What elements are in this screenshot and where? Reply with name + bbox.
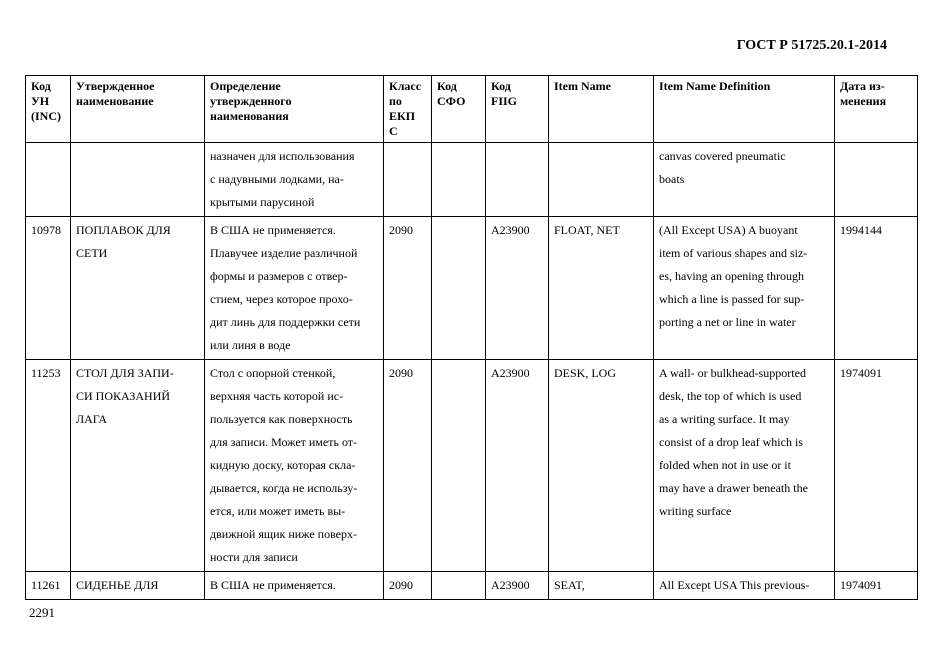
cell-text-line: es, having an opening through: [659, 269, 804, 283]
cell-class: 2090: [384, 360, 432, 572]
cell-text-line: (All Except USA) A buoyant: [659, 223, 798, 237]
cell-definition: [205, 360, 384, 572]
page-number: 2291: [29, 605, 55, 620]
cell-text-line: consist of a drop leaf which is: [659, 435, 803, 449]
cell-text-line: All Except USA This previous-: [659, 578, 810, 592]
cell-item-def: [654, 360, 835, 572]
cell-text-line: which a line is passed for sup-: [659, 292, 805, 306]
cell-text-line: движной ящик ниже поверх-: [210, 527, 357, 541]
cell-text-line: дит линь для поддержки сети: [210, 315, 361, 329]
table-row: [26, 143, 918, 217]
cell-inc: 11253: [26, 360, 71, 572]
cell-text-line: item of various shapes and siz-: [659, 246, 808, 260]
cell-text-line: В США не применяется.: [210, 578, 336, 592]
cell-item-def: [654, 572, 835, 600]
column-header-line: Item Name Definition: [659, 79, 771, 93]
cell-text-line: ности для записи: [210, 550, 298, 564]
cell-text-line: A wall- or bulkhead-supported: [659, 366, 806, 380]
column-header-item-def: [654, 76, 835, 143]
cell-sfo: [432, 572, 486, 600]
column-header-definition: [205, 76, 384, 143]
cell-class: 2090: [384, 572, 432, 600]
cell-name: [71, 143, 205, 217]
cell-text-line: В США не применяется.: [210, 223, 336, 237]
cell-text-line: крытыми парусиной: [210, 195, 315, 209]
cell-text-line: porting a net or line in water: [659, 315, 796, 329]
column-header-line: УН: [31, 94, 50, 108]
cell-name: [71, 360, 205, 572]
column-header-line: FIIG: [491, 94, 518, 108]
cell-text-line: canvas covered pneumatic: [659, 149, 786, 163]
table-row: [26, 360, 918, 572]
cell-text-line: СИДЕНЬЕ ДЛЯ: [76, 578, 159, 592]
column-header-line: Определение: [210, 79, 281, 93]
cell-class: [384, 143, 432, 217]
cell-text-line: с надувными лодками, на-: [210, 172, 344, 186]
table-row: [26, 217, 918, 360]
cell-date: 1974091: [835, 572, 918, 600]
cell-text-line: или линя в воде: [210, 338, 291, 352]
cell-fiig: [486, 143, 549, 217]
cell-text-line: СИ ПОКАЗАНИЙ: [76, 389, 171, 403]
cell-item-name: FLOAT, NET: [549, 217, 654, 360]
column-header-line: утвержденного: [210, 94, 292, 108]
cell-item-name: SEAT,: [549, 572, 654, 600]
table-body: [26, 143, 918, 600]
column-header-class: [384, 76, 432, 143]
column-header-line: ЕКП: [389, 109, 416, 123]
column-header-line: Код: [437, 79, 457, 93]
cell-text-line: folded when not in use or it: [659, 458, 791, 472]
column-header-line: Item Name: [554, 79, 611, 93]
cell-inc: [26, 143, 71, 217]
cell-text-line: ПОПЛАВОК ДЛЯ: [76, 223, 171, 237]
column-header-line: С: [389, 124, 398, 138]
column-header-date: [835, 76, 918, 143]
cell-text-line: as a writing surface. It may: [659, 412, 790, 426]
column-header-line: менения: [840, 94, 887, 108]
cell-definition: [205, 572, 384, 600]
cell-text-line: СТОЛ ДЛЯ ЗАПИ-: [76, 366, 174, 380]
cell-text-line: Плавучее изделие различной: [210, 246, 358, 260]
cell-definition: [205, 143, 384, 217]
cell-text-line: СЕТИ: [76, 246, 108, 260]
column-header-line: Класс: [389, 79, 422, 93]
cell-class: 2090: [384, 217, 432, 360]
cell-fiig: A23900: [486, 360, 549, 572]
cell-text-line: верхняя часть которой ис-: [210, 389, 344, 403]
cell-text-line: ется, или может иметь вы-: [210, 504, 346, 518]
column-header-inc: [26, 76, 71, 143]
cell-name: [71, 217, 205, 360]
cell-date: [835, 143, 918, 217]
column-header-item-name: [549, 76, 654, 143]
column-header-fiig: [486, 76, 549, 143]
cell-text-line: для записи. Может иметь от-: [210, 435, 358, 449]
column-header-name: [71, 76, 205, 143]
column-header-sfo: [432, 76, 486, 143]
cell-text-line: writing surface: [659, 504, 732, 518]
column-header-line: наименования: [210, 109, 289, 123]
cell-date: 1974091: [835, 360, 918, 572]
cell-text-line: формы и размеров с отвер-: [210, 269, 348, 283]
column-header-line: (INC): [31, 109, 61, 123]
catalog-table: [25, 75, 918, 600]
table-header-row: [26, 76, 918, 143]
cell-text-line: boats: [659, 172, 685, 186]
cell-text-line: Стол с опорной стенкой,: [210, 366, 336, 380]
column-header-line: Код: [31, 79, 51, 93]
column-header-line: Дата из-: [840, 79, 885, 93]
column-header-line: по: [389, 94, 402, 108]
cell-sfo: [432, 143, 486, 217]
column-header-line: СФО: [437, 94, 466, 108]
column-header-line: Утвержденное: [76, 79, 155, 93]
cell-text-line: стием, через которое прохо-: [210, 292, 353, 306]
cell-fiig: A23900: [486, 217, 549, 360]
cell-name: [71, 572, 205, 600]
cell-item-name: [549, 143, 654, 217]
cell-definition: [205, 217, 384, 360]
cell-sfo: [432, 360, 486, 572]
column-header-line: наименование: [76, 94, 154, 108]
cell-item-name: DESK, LOG: [549, 360, 654, 572]
cell-text-line: may have a drawer beneath the: [659, 481, 808, 495]
cell-text-line: назначен для использования: [210, 149, 355, 163]
column-header-line: Код: [491, 79, 511, 93]
cell-text-line: кидную доску, которая скла-: [210, 458, 356, 472]
cell-text-line: ЛАГА: [76, 412, 108, 426]
cell-fiig: A23900: [486, 572, 549, 600]
cell-sfo: [432, 217, 486, 360]
cell-date: 1994144: [835, 217, 918, 360]
cell-text-line: desk, the top of which is used: [659, 389, 802, 403]
cell-text-line: пользуется как поверхность: [210, 412, 353, 426]
cell-inc: 11261: [26, 572, 71, 600]
cell-item-def: [654, 143, 835, 217]
table-row: [26, 572, 918, 600]
cell-text-line: дывается, когда не использу-: [210, 481, 358, 495]
cell-inc: 10978: [26, 217, 71, 360]
cell-item-def: [654, 217, 835, 360]
standard-number: ГОСТ Р 51725.20.1-2014: [736, 38, 887, 53]
